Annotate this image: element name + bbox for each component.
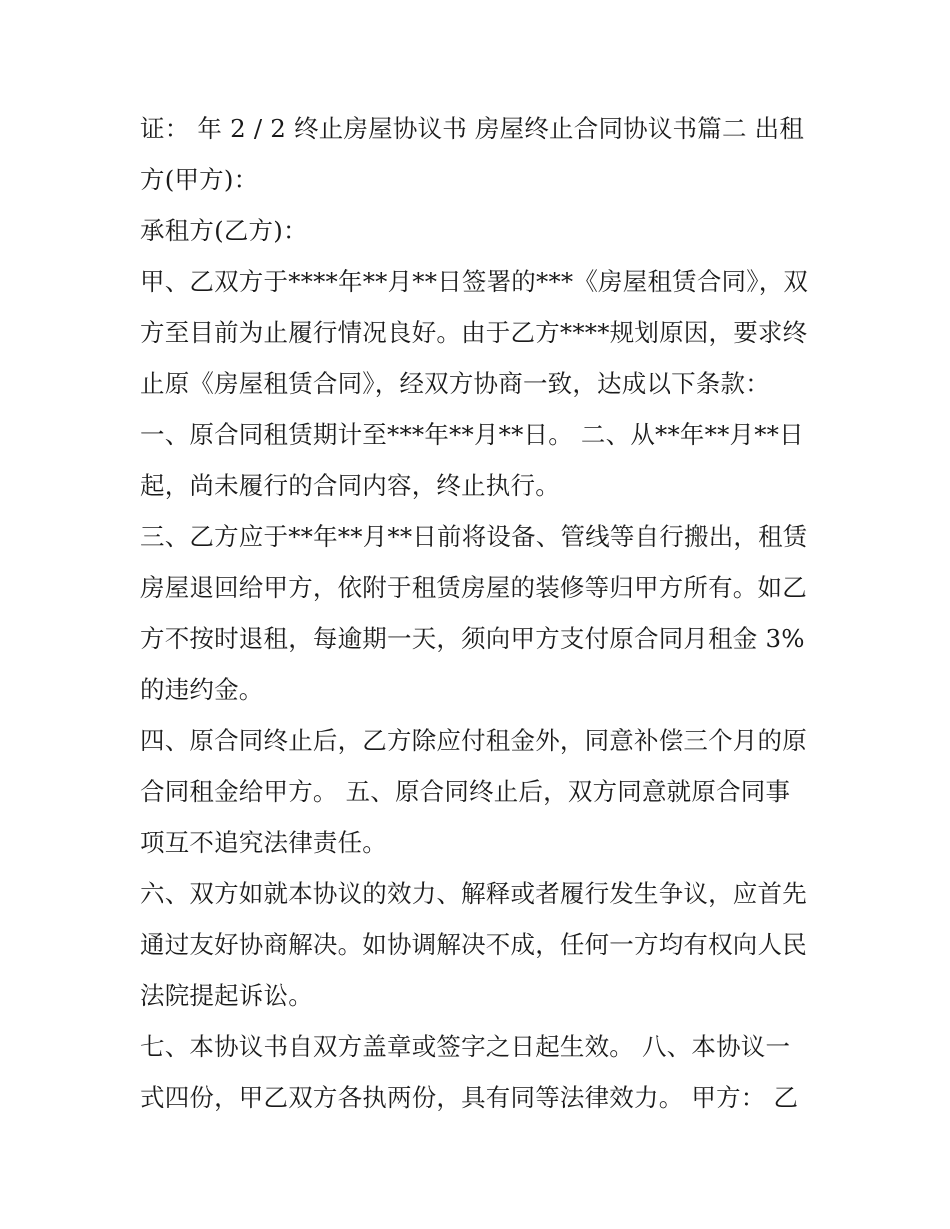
text-line: 证： 年 2 / 2 终止房屋协议书 房屋终止合同协议书篇二 出租	[140, 114, 805, 143]
text-line: 止原《房屋租赁合同》，经双方协商一致，达成以下条款：	[140, 369, 770, 398]
text-line: 方(甲方)：	[140, 165, 259, 194]
text-line: 法院提起诉讼。	[140, 981, 313, 1010]
text-line: 通过友好协商解决。如协调解决不成，任何一方均有权向人民	[140, 930, 807, 959]
text-line: 的违约金。	[140, 675, 264, 704]
text-line: 承租方(乙方)：	[140, 216, 308, 245]
text-line: 合同租金给甲方。 五、原合同终止后，双方同意就原合同事	[140, 777, 791, 806]
text-line: 方不按时退租，每逾期一天，须向甲方支付原合同月租金 3%	[140, 624, 805, 653]
text-line: 三、乙方应于**年**月**日前将设备、管线等自行搬出，租赁	[140, 522, 808, 551]
text-line: 甲、乙双方于****年**月**日签署的***《房屋租赁合同》，双	[140, 267, 809, 296]
text-line: 方至目前为止履行情况良好。由于乙方****规划原因，要求终	[140, 318, 808, 347]
text-line: 四、原合同终止后，乙方除应付租金外，同意补偿三个月的原	[140, 726, 807, 755]
text-line: 起，尚未履行的合同内容，终止执行。	[140, 471, 560, 500]
text-line: 项互不追究法律责任。	[140, 828, 387, 857]
text-line: 七、本协议书自双方盖章或签字之日起生效。 八、本协议一	[140, 1032, 791, 1061]
text-line: 式四份，甲乙双方各执两份，具有同等法律效力。 甲方： 乙	[140, 1083, 799, 1112]
text-line: 一、原合同租赁期计至***年**月**日。 二、从**年**月**日	[140, 420, 804, 449]
text-line: 房屋退回给甲方，依附于租赁房屋的装修等归甲方所有。如乙	[140, 573, 807, 602]
text-line: 六、双方如就本协议的效力、解释或者履行发生争议，应首先	[140, 879, 807, 908]
